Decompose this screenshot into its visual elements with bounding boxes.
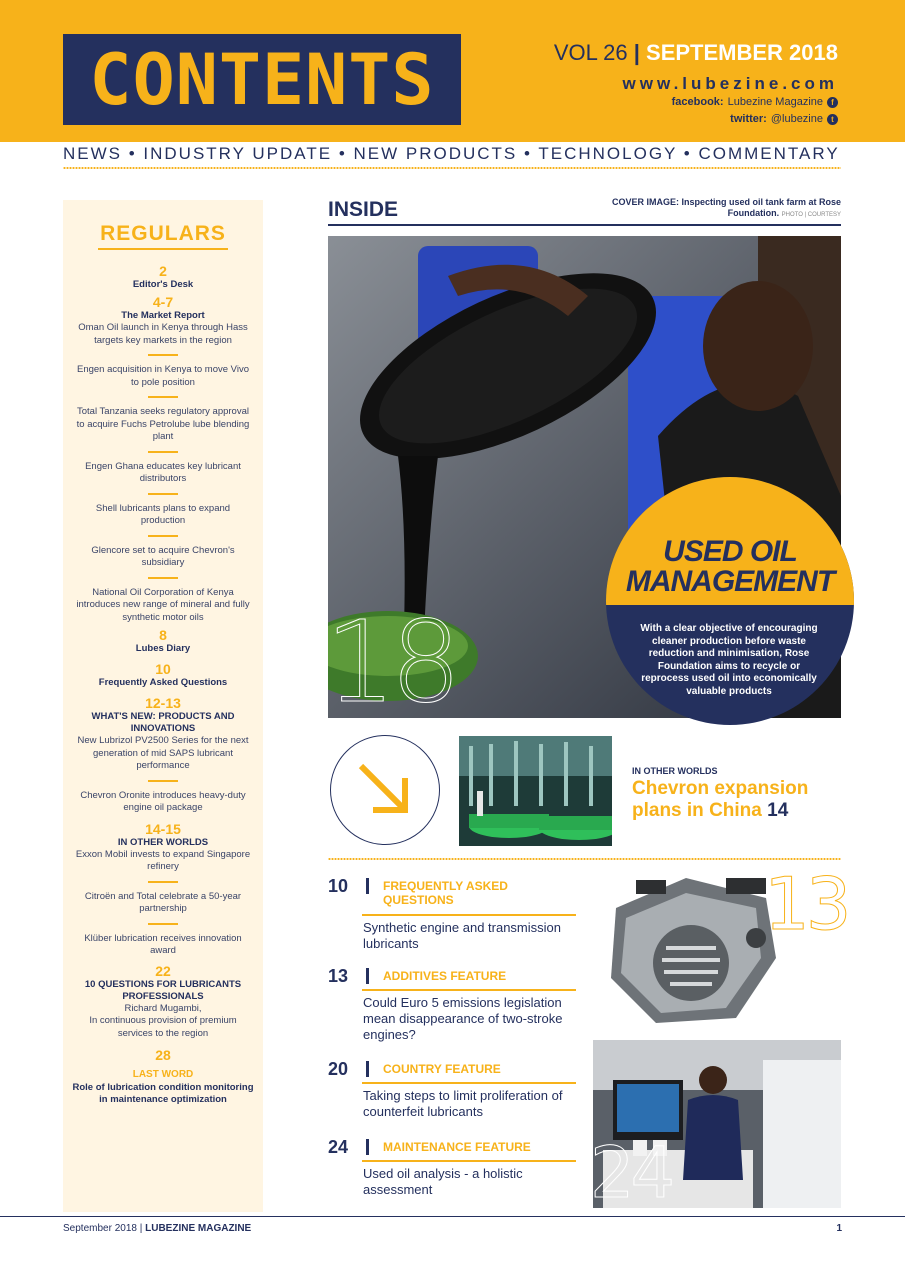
page-number-18: 18: [325, 598, 456, 728]
feature-page-number: 24: [328, 1137, 349, 1157]
twitter-line[interactable]: [730, 113, 838, 125]
feature-title: FREQUENTLY ASKED QUESTIONS: [383, 879, 508, 907]
feature-bar: [366, 878, 369, 894]
list-item[interactable]: Glencore set to acquire Chevron's subsidiary: [91, 544, 235, 568]
divider: [148, 354, 178, 356]
list-item[interactable]: Shell lubricants plans to expand production: [95, 502, 231, 526]
divider: [148, 396, 178, 398]
badge-title-line-2: MANAGEMENT: [625, 565, 835, 598]
section-whats-new[interactable]: WHAT'S NEW: PRODUCTS AND INNOVATIONS: [91, 711, 235, 734]
list-item[interactable]: Chevron Oronite introduces heavy-duty engine oil package: [80, 789, 246, 813]
feature-title: MAINTENANCE FEATURE: [383, 1140, 531, 1154]
features-rule: [328, 857, 841, 861]
tagline: NEWS • INDUSTRY UPDATE • NEW PRODUCTS • TECHNOLOGY • COMMENTARY: [63, 144, 840, 163]
list-item[interactable]: Engen acquisition in Kenya to move Vivo to pole position: [77, 364, 249, 388]
feature-title: ADDITIVES FEATURE: [383, 969, 507, 983]
cover-caption-text: COVER IMAGE: Inspecting used oil tank farm at Rose Foundation.: [611, 197, 841, 218]
badge-title: [606, 537, 854, 597]
regulars-sidebar: [63, 200, 263, 1212]
regulars-heading: REGULARS: [100, 222, 226, 245]
page-number: 12-13: [145, 695, 181, 711]
arrow-down-right-icon: [331, 736, 439, 844]
badge-description: With a clear objective of encouraging cleaner production before waste reduction and minimisation, Rose Foundation aims to recycle or reprocess used oil into economically valuable products: [640, 623, 818, 697]
issue-month: SEPTEMBER 2018: [646, 40, 838, 65]
feature-page-number: 10: [328, 876, 349, 896]
contents-title-box: [63, 34, 461, 125]
chevron-page-number: 14: [767, 800, 789, 821]
section-market-report[interactable]: The Market Report: [121, 310, 205, 321]
feature-title: COUNTRY FEATURE: [383, 1062, 501, 1076]
footer-rule: [0, 1216, 905, 1217]
twitter-handle: @lubezine: [770, 113, 823, 125]
page-number: 2: [159, 263, 167, 279]
facebook-handle: Lubezine Magazine: [727, 96, 823, 108]
divider: [148, 577, 178, 579]
page-number: 22: [155, 962, 171, 979]
twitter-icon: t: [827, 114, 838, 125]
page-number: 4-7: [152, 294, 174, 310]
divider: [148, 451, 178, 453]
badge-title-line-1: USED OIL: [663, 535, 797, 568]
list-item[interactable]: Richard Mugambi,: [124, 1002, 202, 1014]
divider: [148, 535, 178, 537]
page-title: CONTENTS: [89, 38, 435, 121]
used-oil-badge[interactable]: [606, 477, 854, 725]
page-number-footer: 1: [836, 1223, 842, 1234]
list-item[interactable]: Role of lubrication condition monitoring in maintenance optimization: [72, 1082, 254, 1105]
website-link[interactable]: www.lubezine.com: [622, 74, 838, 93]
divider: [148, 493, 178, 495]
section-last-word[interactable]: LAST WORD: [132, 1069, 194, 1080]
divider: [148, 923, 178, 925]
twitter-label: twitter:: [730, 113, 767, 125]
feature-description: Synthetic engine and transmission lubricants: [363, 920, 562, 951]
feature-bar: [366, 1139, 369, 1155]
volume-line: [554, 40, 838, 66]
list-item[interactable]: Citroën and Total celebrate a 50-year partnership: [84, 890, 242, 914]
list-item[interactable]: National Oil Corporation of Kenya introduces new range of mineral and fully synthetic motor oils: [76, 586, 250, 623]
facebook-icon: f: [827, 97, 838, 108]
feature-page-number: 20: [328, 1059, 349, 1079]
facebook-line[interactable]: [672, 96, 838, 108]
feature-rule: [362, 989, 576, 991]
regulars-heading-rule: [98, 248, 228, 250]
footer-magazine: LUBEZINE MAGAZINE: [145, 1223, 252, 1234]
volume-separator: |: [627, 40, 647, 65]
list-item[interactable]: Engen Ghana educates key lubricant distributors: [85, 460, 241, 484]
section-editors-desk[interactable]: Editor's Desk: [132, 279, 194, 290]
inside-heading: INSIDE: [328, 198, 399, 221]
list-item[interactable]: Total Tanzania seeks regulatory approval to acquire Fuchs Petrolube lube blending plant: [76, 406, 250, 442]
feature-bar: [366, 968, 369, 984]
chevron-title: Chevron expansion plans in China: [632, 778, 809, 821]
feature-faq[interactable]: [328, 876, 578, 956]
footer-text: [63, 1223, 251, 1234]
feature-bar: [366, 1061, 369, 1077]
feature-page-number: 13: [328, 966, 349, 986]
chevron-headline[interactable]: [632, 778, 832, 822]
section-10-questions[interactable]: 10 QUESTIONS FOR LUBRICANTS PROFESSIONALS: [84, 978, 242, 1002]
chevron-plant-photo[interactable]: [459, 736, 612, 846]
page-number: 14-15: [145, 820, 181, 837]
section-other-worlds[interactable]: IN OTHER WORLDS: [117, 836, 209, 848]
page-number: 28: [155, 1047, 171, 1063]
volume-number: VOL 26: [553, 40, 628, 65]
list-item[interactable]: New Lubrizol PV2500 Series for the next generation of mid SAPS lubricant performance: [77, 735, 249, 771]
page-number-13: 13: [764, 862, 848, 946]
cover-caption: [560, 197, 841, 221]
other-worlds-tag: IN OTHER WORLDS: [632, 766, 718, 776]
feature-description: Taking steps to limit proliferation of counterfeit lubricants: [363, 1088, 563, 1119]
divider: [148, 780, 178, 782]
page-number: 10: [155, 661, 171, 677]
feature-description: Used oil analysis - a holistic assessment: [363, 1166, 523, 1197]
inside-rule: [328, 224, 841, 226]
arrow-circle[interactable]: [330, 735, 440, 845]
tagline-rule: [63, 166, 841, 170]
section-lubes-diary[interactable]: Lubes Diary: [135, 643, 191, 654]
feature-additives[interactable]: [328, 966, 578, 1046]
list-item[interactable]: Oman Oil launch in Kenya through Hass targets key markets in the region: [78, 322, 248, 346]
feature-rule: [362, 914, 576, 916]
feature-rule: [362, 1082, 576, 1084]
page-number: 8: [159, 627, 167, 643]
list-item[interactable]: In continuous provision of premium services to the region: [89, 1015, 237, 1039]
feature-country[interactable]: [328, 1059, 578, 1129]
feature-description: Could Euro 5 emissions legislation mean disappearance of two-stroke engines?: [363, 995, 563, 1042]
list-item[interactable]: Exxon Mobil invests to expand Singapore refinery: [75, 848, 251, 872]
divider: [148, 881, 178, 883]
feature-maintenance[interactable]: [328, 1137, 578, 1207]
chevron-plant-illustration: [459, 736, 612, 846]
page-number-24: 24: [590, 1132, 672, 1214]
feature-rule: [362, 1160, 576, 1162]
list-item[interactable]: Klüber lubrication receives innovation award: [84, 932, 242, 956]
photo-credit: PHOTO | COURTESY: [781, 212, 841, 218]
facebook-label: facebook:: [671, 96, 724, 108]
section-faq[interactable]: Frequently Asked Questions: [98, 677, 228, 688]
footer-date: September 2018 |: [63, 1223, 146, 1234]
